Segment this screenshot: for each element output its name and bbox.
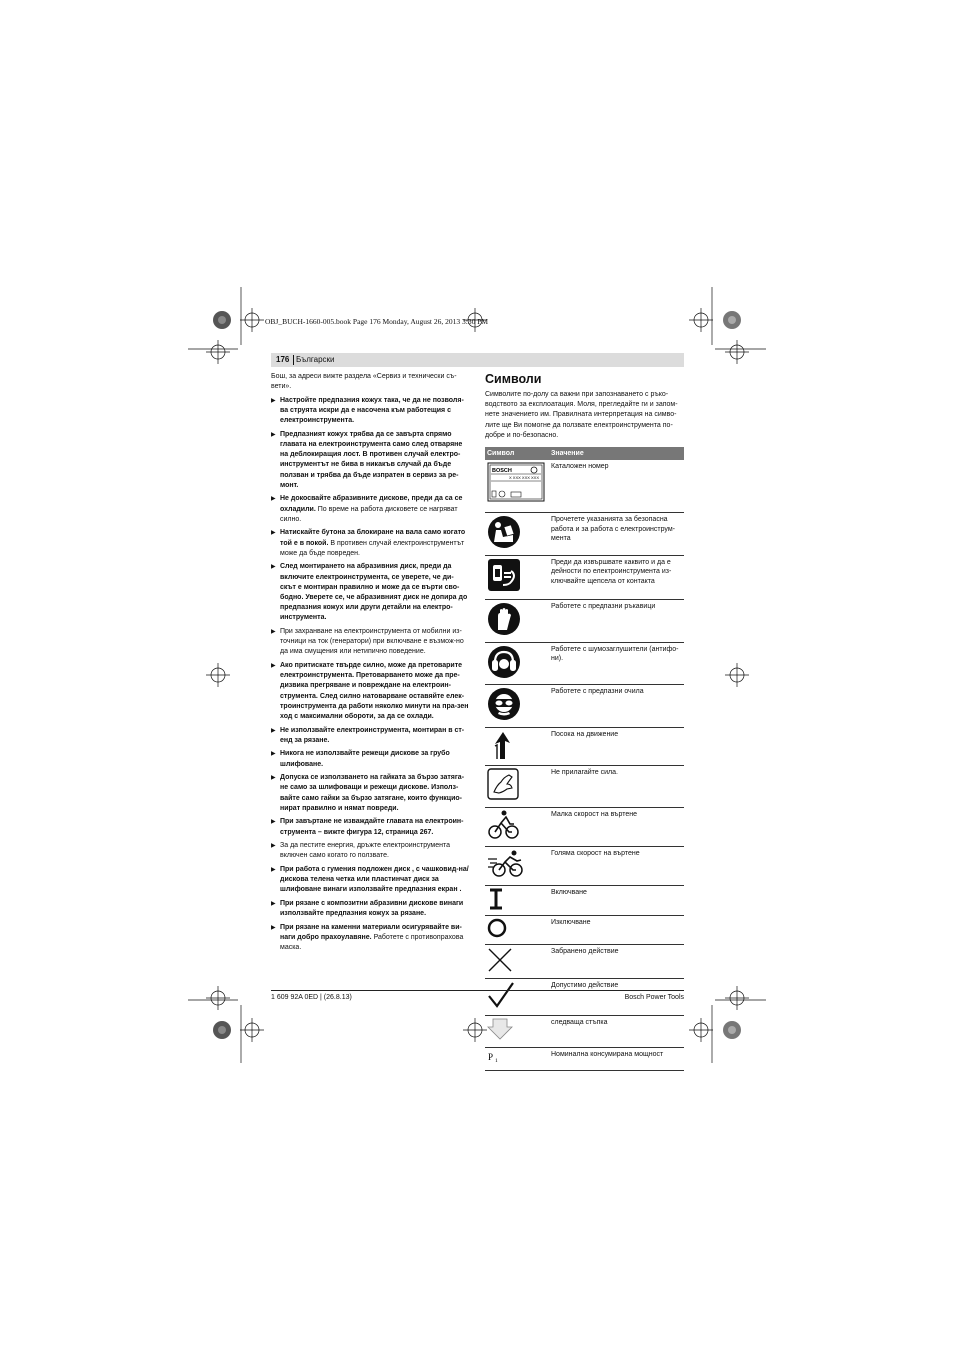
- symbol-row: [485, 1047, 684, 1070]
- symbol-meaning: Изключване: [549, 916, 684, 945]
- no-force-icon: [485, 766, 549, 808]
- header-separator: [293, 355, 294, 365]
- right-column: [485, 372, 684, 1071]
- safety-item: [271, 923, 469, 954]
- bullet-arrow-icon: ▶: [271, 924, 276, 931]
- footer-brand: Bosch Power Tools: [624, 994, 684, 1001]
- safety-item: [271, 749, 469, 769]
- slow-speed-icon: [485, 808, 549, 847]
- safety-item: [271, 528, 469, 559]
- safety-item: [271, 562, 469, 623]
- safety-item: [271, 899, 469, 919]
- bullet-arrow-icon: ▶: [271, 431, 276, 438]
- safety-item-bold: Никога не използвайте режещи дискове за грубо шлифоване.: [280, 750, 450, 768]
- nameplate-icon: [485, 460, 549, 513]
- rated-power-symbol: P: [488, 1051, 494, 1062]
- bullet-arrow-icon: ▶: [271, 663, 276, 670]
- bullet-arrow-icon: ▶: [271, 727, 276, 734]
- safety-item-bold: При рязане на каменни материали осигурявайте ви-наги добро прахоулавяне.: [280, 923, 462, 942]
- col-meaning-header: Значение: [549, 447, 684, 460]
- safety-item: [271, 726, 469, 746]
- safety-item: [271, 773, 469, 814]
- switch-on-icon: [485, 885, 549, 916]
- bullet-arrow-icon: ▶: [271, 397, 276, 404]
- safety-item: [271, 661, 469, 722]
- bullet-arrow-icon: ▶: [271, 819, 276, 826]
- symbol-row: [485, 808, 684, 847]
- read-manual-icon: [485, 513, 549, 556]
- permitted-icon: [485, 979, 549, 1016]
- symbol-meaning: Забранено действие: [549, 944, 684, 979]
- symbol-row: [485, 916, 684, 945]
- symbol-meaning: Голяма скорост на въртене: [549, 846, 684, 885]
- symbol-meaning: Малка скорост на въртене: [549, 808, 684, 847]
- section-title: Символи: [485, 372, 542, 386]
- left-column: [271, 372, 469, 957]
- symbol-meaning: Допустимо действие: [549, 979, 684, 1016]
- safety-item-bold: Натискайте бутона за блокиране на вала само когато той е в покой.: [280, 529, 466, 547]
- symbol-row: [485, 460, 684, 513]
- rated-power-icon: [485, 1047, 549, 1070]
- page-number: 176: [276, 355, 290, 364]
- safety-item: [271, 865, 469, 896]
- rated-power-subscript: 1: [495, 1057, 498, 1064]
- bullet-arrow-icon: ▶: [271, 496, 276, 503]
- switch-off-icon: [485, 916, 549, 945]
- symbol-row: [485, 599, 684, 642]
- bullet-arrow-icon: ▶: [271, 843, 276, 850]
- symbol-row: [485, 513, 684, 556]
- section-intro: Символите по-долу са важни при запознаването с ръко-водството за експлоатация. Моля, прегледайте ги и запом-нете значението им. Правилната интерпретация на симво-лите ще Ви помогне да ползвате електроинструмента по-добре и по-безопасно.: [485, 391, 678, 439]
- direction-arrow-icon: [485, 727, 549, 766]
- safety-item: [271, 817, 469, 837]
- page-language: Български: [296, 355, 335, 364]
- print-slug: OBJ_BUCH-1660-005.book Page 176 Monday, August 26, 2013 3:30 PM: [265, 317, 489, 326]
- symbol-row: [485, 885, 684, 916]
- symbol-meaning: Не прилагайте сила.: [549, 766, 684, 808]
- next-step-arrow-icon: [485, 1015, 549, 1047]
- gloves-icon: [485, 599, 549, 642]
- safety-item-text: По време на работа дисковете се нагряват силно.: [280, 505, 458, 523]
- symbol-meaning: Работете с предпазни ръкавици: [549, 599, 684, 642]
- safety-item-bold: При работа с гумения подложен диск , с чашковид-на/дискова телена четка или пластинчат диск за шлифоване винаги използвайте предпазния екран .: [280, 866, 469, 894]
- high-speed-icon: [485, 846, 549, 885]
- bullet-arrow-icon: ▶: [271, 564, 276, 571]
- symbol-meaning: Номинална консумирана мощност: [549, 1047, 684, 1070]
- safety-item-bold: Не докосвайте абразивните дискове, преди да са се охладили.: [280, 495, 463, 513]
- symbol-meaning: следваща стъпка: [549, 1015, 684, 1047]
- safety-item-bold: Настройте предпазния кожух така, че да не позволя-ва струята искри да е насочена към работещия с електроинструмента.: [280, 396, 464, 425]
- footer-code: 1 609 92A 0ED | (26.8.13): [271, 994, 352, 1001]
- symbol-meaning: Посока на движение: [549, 727, 684, 766]
- col-symbol-header: Символ: [485, 447, 549, 460]
- bullet-arrow-icon: ▶: [271, 901, 276, 908]
- symbol-meaning: Работете с предпазни очила: [549, 685, 684, 728]
- bullet-arrow-icon: ▶: [271, 867, 276, 874]
- bullet-arrow-icon: ▶: [271, 775, 276, 782]
- symbol-meaning: Каталожен номер: [549, 460, 684, 513]
- safety-list: [271, 396, 469, 954]
- bullet-arrow-icon: ▶: [271, 530, 276, 537]
- safety-item: [271, 841, 469, 861]
- bullet-arrow-icon: ▶: [271, 751, 276, 758]
- ear-protection-icon: [485, 642, 549, 685]
- safety-item-bold: Ако притискате твърде силно, може да претоварите електроинструмента. Претоварването може да пре-дизвика прегряване и повреждане на електроин-струмента. След силно натоварване оставяйте елек-троинструмента да работи няколко минути на пра-зен ход с максимални обороти, за да се охлади.: [280, 662, 469, 721]
- symbol-meaning: Прочетете указанията за безопасна работа и за работа с електроинструм-мента: [549, 513, 684, 556]
- symbol-row: [485, 555, 684, 599]
- symbol-row: [485, 1015, 684, 1047]
- safety-item-text: За да пестите енергия, дръжте електроинструмента включен само когато го ползвате.: [280, 842, 451, 860]
- symbol-row: [485, 766, 684, 808]
- safety-item-bold: При рязане с композитни абразивни дискове винаги използвайте предпазния кожух за рязане.: [280, 900, 464, 918]
- safety-item-bold: При завъртане не изваждайте главата на електроин-струмента – вижте фигура 12, страница 267.: [280, 818, 464, 836]
- nameplate-brand: BOSCH: [492, 468, 512, 475]
- unplug-icon: [485, 555, 549, 599]
- symbols-table: [485, 447, 684, 1071]
- symbol-meaning: Работете с шумозаглушители (антифо-ни).: [549, 642, 684, 685]
- symbol-row: [485, 642, 684, 685]
- symbol-row: [485, 944, 684, 979]
- symbol-row: [485, 685, 684, 728]
- safety-item-text: При захранване на електроинструмента от мобилни из-точници на ток (генератори) при включване е възмож-но да има смущения или нетипично поведение.: [280, 628, 464, 656]
- safety-item-text: В противен случай електроинструментът може да бъде повреден.: [280, 539, 465, 557]
- safety-item: [271, 494, 469, 525]
- bullet-arrow-icon: ▶: [271, 629, 276, 636]
- left-intro: Бош, за адреси вижте раздела «Сервиз и технически съ-вети».: [271, 373, 457, 391]
- safety-item-bold: След монтирането на абразивния диск, преди да включите електроинструмента, се уверете, че ди-скът е монтиран правилно и може да се върти сво-бодно. Уверете се, че абразивният диск не допира до предпазния кожух или други детайли на електро-инструмента.: [280, 563, 468, 622]
- symbol-row: [485, 846, 684, 885]
- safety-item-bold: Не използвайте електроинструмента, монтиран в ст-енд за рязане.: [280, 726, 465, 744]
- footer-rule: [271, 990, 684, 991]
- safety-item: [271, 430, 469, 491]
- safety-item-text: Работете с противопрахова маска.: [280, 934, 464, 952]
- symbol-row: [485, 727, 684, 766]
- symbol-meaning: Преди да извършвате каквито и да е дейности по електроинструмента из-ключвайте щепсела от контакта: [549, 555, 684, 599]
- safety-item-bold: Предпазният кожух трябва да се завърта спрямо главата на електроинструмента само след отваряне на деблокиращия лост. В противен случай електро-инструментът не бива в никакъв случай да бъде ползван и трябва да бъде изпратен в сервиз за ре-монт.: [280, 430, 463, 489]
- symbol-meaning: Включване: [549, 885, 684, 916]
- safety-item: [271, 396, 469, 427]
- prohibited-icon: [485, 944, 549, 979]
- nameplate-number: X XXX XXX XXX: [509, 475, 540, 481]
- safety-item: [271, 627, 469, 658]
- safety-item-bold: Допуска се използването на гайката за бързо затяга-не само за шлифоващи и режещи дискове. Използ-вайте само гайки за бързо затягане, които функцио-нират правилно и нямат повреди.: [280, 774, 465, 812]
- safety-goggles-icon: [485, 685, 549, 728]
